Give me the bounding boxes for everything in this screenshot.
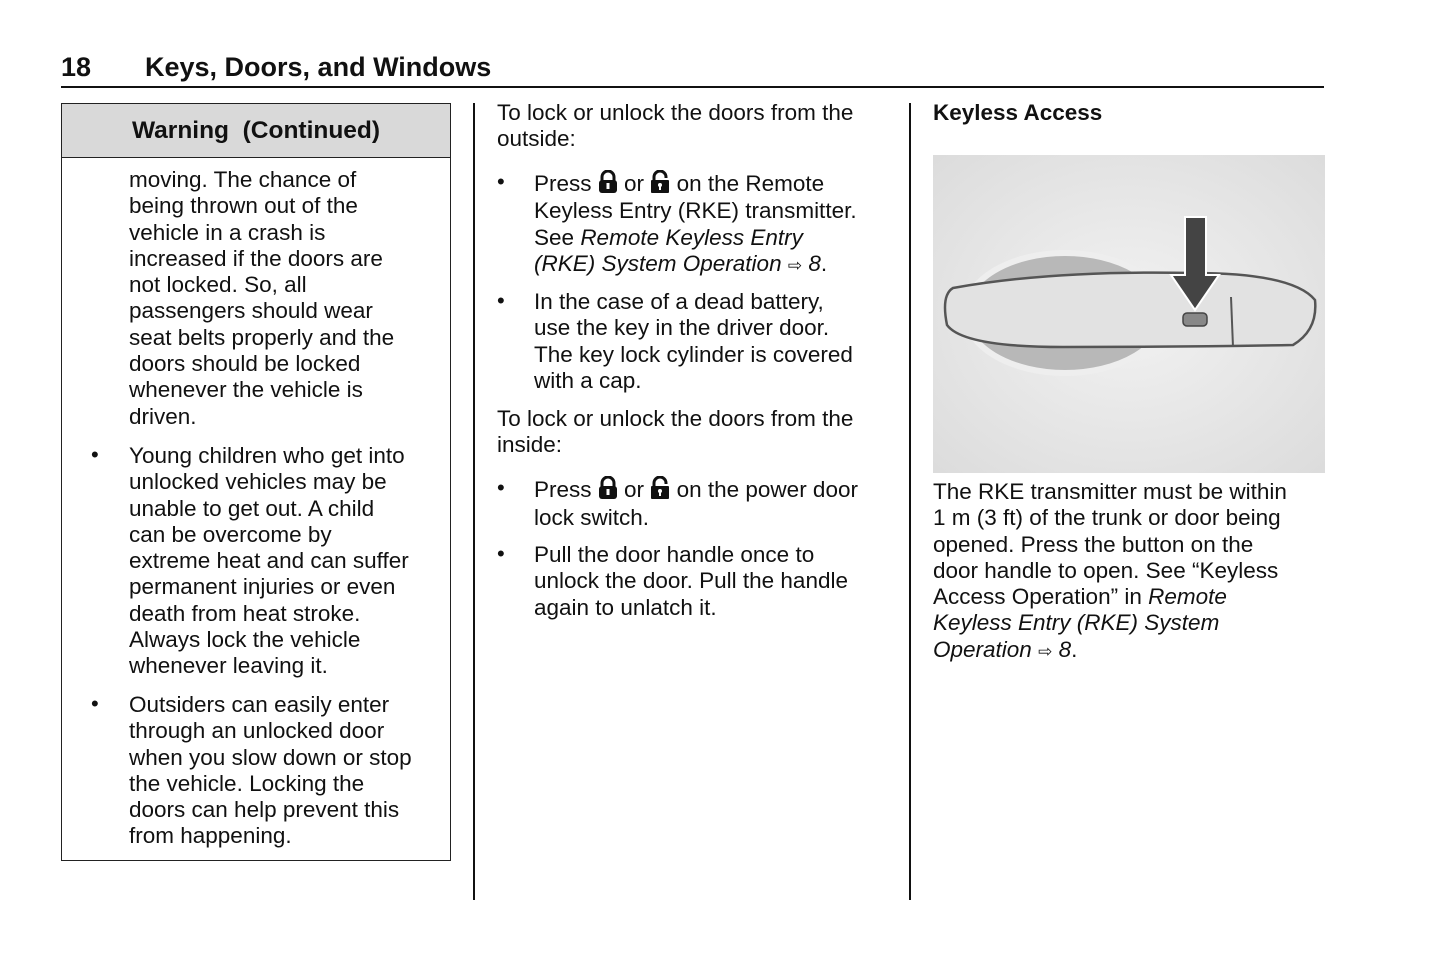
- text: on the power door: [676, 477, 858, 502]
- text-line: use the key in the driver door.: [534, 315, 830, 341]
- text: Press: [534, 171, 592, 196]
- text-line: unlocked vehicles may be: [129, 469, 387, 495]
- page-reference[interactable]: 8: [1058, 636, 1072, 662]
- warning-title: Warning (Continued): [62, 104, 450, 158]
- rke-bullet: [534, 170, 857, 280]
- inside-intro: [497, 406, 853, 459]
- warning-bullet-outsiders: [129, 692, 412, 850]
- text-line: moving. The chance of: [129, 167, 357, 192]
- outside-intro: [497, 100, 853, 153]
- text: lock switch.: [534, 505, 650, 530]
- bullet: •: [497, 541, 505, 566]
- text-line: vehicle in a crash is: [129, 219, 326, 245]
- column-divider: [473, 103, 475, 900]
- battery-bullet: [534, 289, 853, 394]
- text: .: [820, 251, 828, 277]
- text: opened. Press the button on the: [933, 531, 1254, 557]
- column-divider: [909, 103, 911, 900]
- cross-reference-link[interactable]: (RKE) System Operation: [534, 251, 782, 277]
- unlock-icon: [650, 170, 670, 194]
- text-line: can be overcome by: [129, 521, 332, 547]
- text-line: whenever leaving it.: [129, 653, 328, 679]
- text: on the Remote: [676, 171, 825, 196]
- text-line: In the case of a dead battery,: [534, 289, 824, 314]
- bullet: •: [91, 691, 99, 716]
- header-rule: [61, 86, 1324, 88]
- text-line: To lock or unlock the doors from the: [497, 406, 854, 431]
- cross-reference-link[interactable]: Operation: [933, 636, 1032, 662]
- text-line: with a cap.: [534, 367, 642, 393]
- text: Press: [534, 477, 592, 502]
- page-arrow-icon: ⇨: [787, 256, 803, 276]
- text-line: To lock or unlock the doors from the: [497, 100, 854, 125]
- page-reference[interactable]: 8: [808, 251, 821, 277]
- cross-reference-link[interactable]: Remote Keyless Entry: [580, 224, 803, 250]
- text-line: passengers should wear: [129, 298, 373, 324]
- text-line: doors can help prevent this: [129, 797, 400, 823]
- page-arrow-icon: ⇨: [1038, 641, 1053, 661]
- text-line: unlock the door. Pull the handle: [534, 568, 848, 594]
- handle-body: [945, 273, 1315, 347]
- bullet: •: [497, 475, 505, 500]
- page-number: 18: [61, 52, 92, 82]
- text-line: when you slow down or stop: [129, 744, 412, 770]
- bullet: •: [91, 442, 99, 467]
- text-line: extreme heat and can suffer: [129, 548, 409, 574]
- text-line: doors should be locked: [129, 351, 361, 377]
- text-line: the vehicle. Locking the: [129, 770, 365, 796]
- text: .: [1071, 636, 1078, 662]
- text-line: outside:: [497, 126, 576, 152]
- text-line: The key lock cylinder is covered: [534, 341, 853, 367]
- warning-bullet-children: [129, 443, 409, 680]
- keyless-access-paragraph: [933, 479, 1287, 665]
- text-line: Young children who get into: [129, 443, 405, 468]
- text: The RKE transmitter must be within: [933, 479, 1287, 504]
- text-line: Outsiders can easily enter: [129, 692, 390, 717]
- text-line: increased if the doors are: [129, 245, 383, 271]
- text-line: again to unlatch it.: [534, 594, 717, 620]
- text-line: unable to get out. A child: [129, 495, 375, 521]
- text-line: driven.: [129, 403, 197, 429]
- text: Access Operation” in: [933, 584, 1142, 610]
- page-title: Keys, Doors, and Windows: [145, 52, 492, 82]
- text-line: death from heat stroke.: [129, 600, 361, 626]
- cross-reference-link[interactable]: Keyless Entry (RKE) System: [933, 610, 1220, 636]
- section-heading: Keyless Access: [933, 100, 1103, 125]
- text: door handle to open. See “Keyless: [933, 557, 1279, 583]
- text-line: being thrown out of the: [129, 193, 358, 219]
- text-line: Always lock the vehicle: [129, 627, 361, 653]
- text-line: through an unlocked door: [129, 718, 385, 744]
- text-line: permanent injuries or even: [129, 574, 396, 600]
- text-line: Pull the door handle once to: [534, 542, 815, 567]
- switch-bullet: [534, 476, 858, 532]
- text-line: inside:: [497, 432, 563, 458]
- bullet: •: [497, 288, 505, 313]
- text: or: [624, 477, 645, 502]
- text: See: [534, 224, 575, 250]
- cross-reference-link[interactable]: Remote: [1148, 584, 1227, 610]
- text: or: [624, 171, 645, 196]
- handle-bullet: [534, 542, 848, 621]
- text: Keyless Entry (RKE) transmitter.: [534, 197, 857, 223]
- text-line: whenever the vehicle is: [129, 377, 363, 403]
- text-line: from happening.: [129, 823, 292, 849]
- text-line: seat belts properly and the: [129, 324, 395, 350]
- request-button: [1183, 313, 1207, 326]
- lock-icon: [598, 476, 618, 500]
- unlock-icon: [650, 476, 670, 500]
- bullet: •: [497, 169, 505, 194]
- warning-paragraph: [129, 167, 394, 430]
- text: 1 m (3 ft) of the trunk or door being: [933, 505, 1281, 531]
- text-line: not locked. So, all: [129, 272, 307, 298]
- lock-icon: [598, 170, 618, 194]
- door-handle-illustration: [933, 155, 1325, 473]
